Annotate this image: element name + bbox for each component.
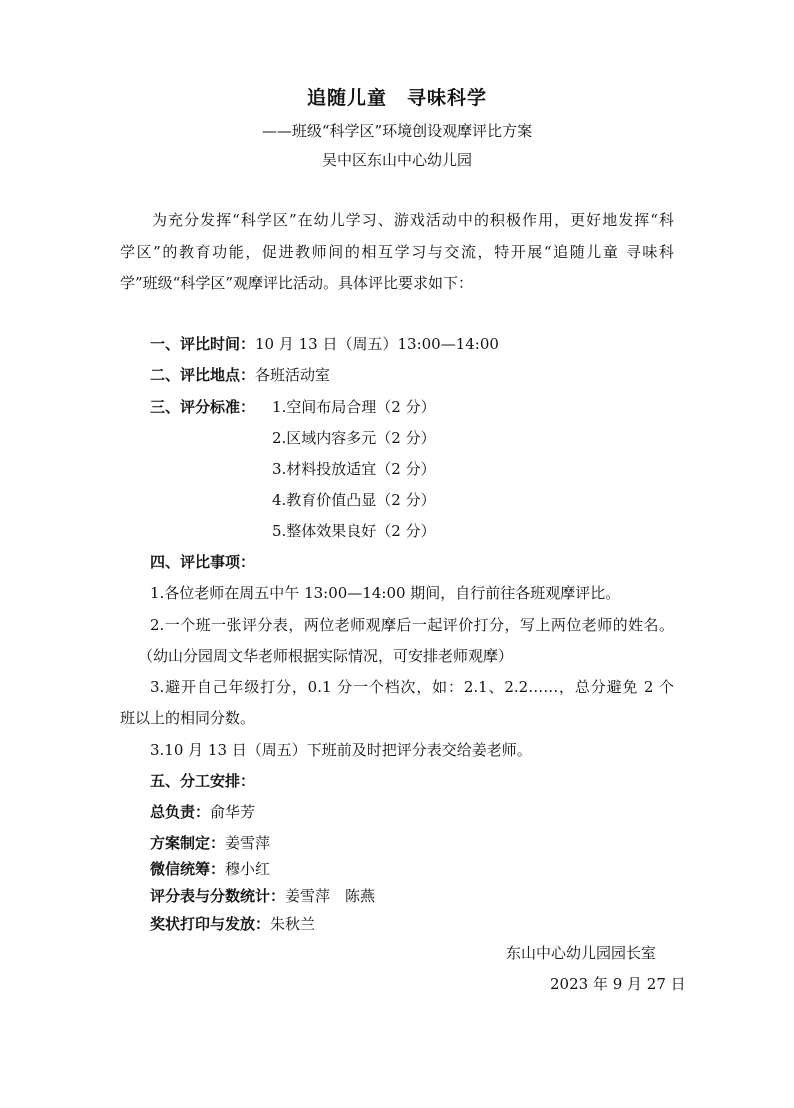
duty-row [150, 914, 315, 934]
criteria-item: 5.整体效果良好（2 分） [272, 522, 436, 540]
duty-row [150, 886, 375, 906]
notes-item-2-note: （幼山分园周文华老师根据实际情况，可安排老师观摩） [138, 647, 514, 665]
duty-person: 俞华芳 [210, 803, 256, 821]
intro-line-3: 学”班级“科学区”观摩评比活动。具体评比要求如下： [120, 274, 474, 292]
notes-item-2: 2.一个班一张评分表，两位老师观摩后一起评价打分，写上两位老师的姓名。 [150, 616, 674, 634]
section-criteria-heading: 三、评分标准： [150, 398, 256, 416]
organization-name: 吴中区东山中心幼儿园 [321, 151, 472, 169]
duty-person: 朱秋兰 [270, 915, 316, 933]
notes-item-1: 1.各位老师在周五中午 13:00—14:00 期间，自行前往各班观摩评比。 [150, 584, 621, 602]
duty-role-label: 奖状打印与发放： [150, 915, 271, 933]
section-location [150, 365, 330, 385]
section-time-value: 10 月 13 日（周五）13:00—14:00 [255, 335, 499, 353]
section-time-heading: 一、评比时间： [150, 335, 256, 353]
criteria-item: 4.教育价值凸显（2 分） [272, 491, 436, 509]
duty-role-label: 评分表与分数统计： [150, 887, 286, 905]
duty-role-label: 方案制定： [150, 834, 226, 852]
document-title: 追随儿童 寻味科学 [306, 87, 487, 109]
section-time [150, 334, 499, 354]
criteria-item: 3.材料投放适宜（2 分） [272, 460, 436, 478]
duty-row [150, 859, 270, 879]
duty-row [150, 833, 270, 853]
duty-person: 穆小红 [225, 860, 271, 878]
duty-person: 姜雪萍 [225, 834, 271, 852]
document-subtitle: ——班级“科学区”环境创设观摩评比方案 [261, 122, 533, 140]
intro-line-1: 为充分发挥“科学区”在幼儿学习、游戏活动中的积极作用，更好地发挥“科 [152, 211, 674, 229]
criteria-item: 1.空间布局合理（2 分） [272, 398, 436, 416]
notes-item-3-line-2: 班以上的相同分数。 [120, 709, 256, 727]
duty-person: 姜雪萍 陈燕 [285, 887, 376, 905]
duty-role-label: 微信统筹： [150, 860, 226, 878]
intro-line-2: 学区”的教育功能，促进教师间的相互学习与交流，特开展“追随儿童 寻味科 [120, 243, 674, 261]
criteria-item: 2.区域内容多元（2 分） [272, 429, 436, 447]
duty-role-label: 总负责： [150, 803, 211, 821]
section-location-value: 各班活动室 [255, 366, 331, 384]
notes-item-3-line-1: 3.避开自己年级打分，0.1 分一个档次，如：2.1、2.2……，总分避免 2 个 [150, 678, 674, 696]
section-location-heading: 二、评比地点： [150, 366, 256, 384]
section-duties-heading: 五、分工安排： [150, 772, 256, 790]
notes-item-4: 3.10 月 13 日（周五）下班前及时把评分表交给姜老师。 [150, 741, 532, 759]
issuing-office: 东山中心幼儿园园长室 [506, 944, 657, 962]
issue-date: 2023 年 9 月 27 日 [550, 975, 686, 993]
section-notes-heading: 四、评比事项： [150, 553, 256, 571]
duty-row [150, 802, 255, 822]
